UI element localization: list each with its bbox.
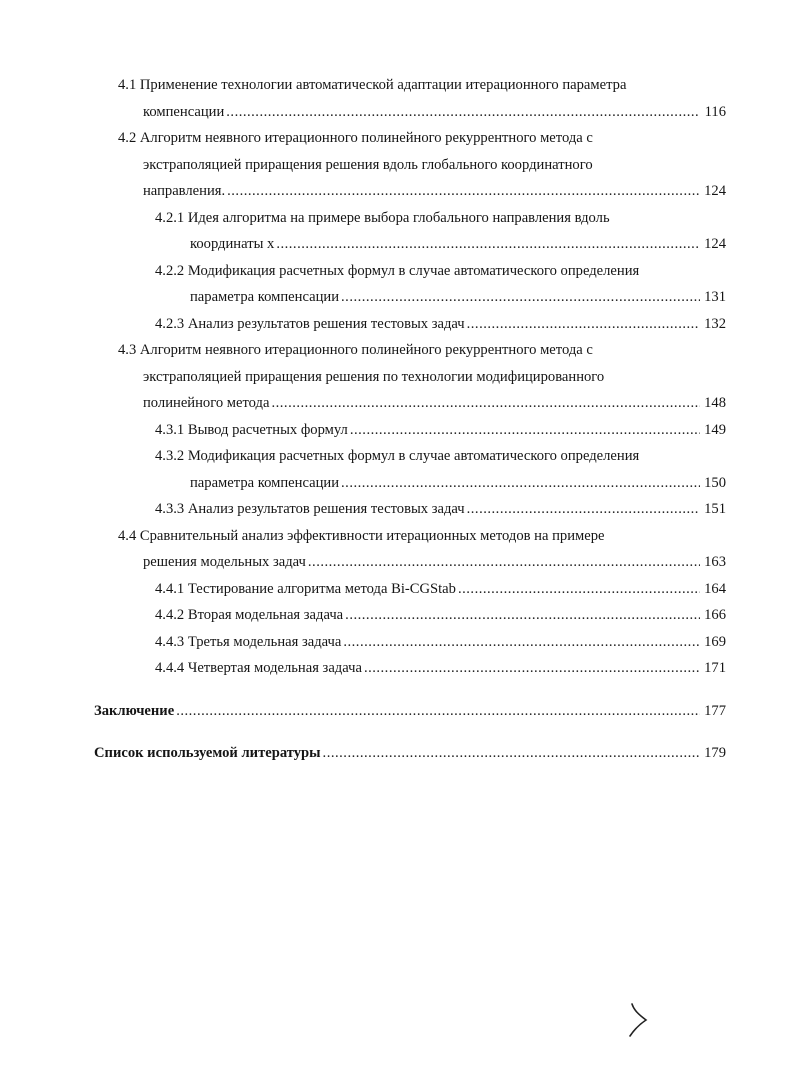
toc-entry-line (155, 311, 726, 338)
page-number: 151 (704, 501, 726, 517)
toc-entry-title: 4.2 Алгоритм неявного итерационного полинейного рекуррентного метода с (118, 130, 593, 146)
page-number: 149 (704, 421, 726, 438)
toc-entry-line (143, 549, 726, 576)
dot-leader (341, 284, 700, 311)
page-number: 116 (704, 103, 726, 120)
toc-entry-4-4-4 (0, 655, 795, 682)
page-number: 132 (704, 315, 726, 332)
toc-entry-4-2-3 (0, 311, 795, 338)
toc-entry-title: 4.4.4 Четвертая модельная задача (155, 660, 362, 676)
spacer (0, 724, 795, 740)
page-number: 150 (704, 474, 726, 491)
toc-entry-title: 4.4 Сравнительный анализ эффективности итерационных методов на примере (118, 527, 605, 544)
toc-entry-title-cont: параметра компенсации (190, 289, 340, 305)
dot-leader (308, 549, 700, 576)
page-number: 124 (704, 183, 726, 199)
toc-entry-title-cont: полинейного метода (143, 395, 270, 411)
toc-entry-4-2-1 (0, 205, 795, 258)
toc-entry-line (155, 417, 726, 444)
dot-leader (323, 740, 700, 767)
toc-entry-line (190, 284, 726, 311)
toc-entry-title: 4.1 Применение технологии автоматической адаптации итерационного параметра (118, 77, 627, 93)
page-number: 177 (704, 702, 726, 719)
dot-leader (345, 602, 700, 629)
dot-leader (364, 655, 700, 682)
toc-entry-line (190, 470, 726, 497)
page-number: 163 (704, 554, 726, 570)
toc-entry-4-3 (0, 337, 795, 417)
toc-entry-title: 4.2.1 Идея алгоритма на примере выбора глобального направления вдоль (155, 209, 610, 226)
toc-entry-4-3-2 (0, 443, 795, 496)
toc-entry-4-4-1 (0, 576, 795, 603)
toc-entry-title: 4.4.1 Тестирование алгоритма метода Bi-CGStab (155, 580, 456, 597)
toc-entry-line (155, 576, 726, 603)
toc-entry-line (155, 655, 726, 682)
page-number: 166 (704, 607, 726, 623)
toc-entry-line (143, 99, 726, 126)
toc-entry-line (143, 390, 726, 417)
toc-entry-4-3-3 (0, 496, 795, 523)
dot-leader (343, 629, 700, 656)
toc-entry-4-4-3 (0, 629, 795, 656)
toc-entry-title-cont: направления. (143, 183, 226, 199)
toc-entry-title: 4.4.3 Третья модельная задача (155, 633, 342, 650)
page-number: 148 (704, 395, 726, 411)
toc-entry-title: Список используемой литературы (94, 745, 321, 761)
toc-entry-title: 4.3.3 Анализ результатов решения тестовых задач (155, 501, 465, 517)
dot-leader (276, 231, 700, 258)
dot-leader (341, 470, 700, 497)
toc-entry-title: 4.2.3 Анализ результатов решения тестовых задач (155, 315, 465, 332)
dot-leader (467, 311, 700, 338)
toc-entry-4-4-2 (0, 602, 795, 629)
toc-entry-title-cont: компенсации (143, 103, 225, 120)
table-of-contents (0, 72, 795, 767)
dot-leader (467, 496, 700, 523)
page-number: 169 (704, 633, 726, 650)
dot-leader (350, 417, 700, 444)
toc-entry-title-cont: экстраполяцией приращения решения по технологии модифицированного (143, 368, 605, 385)
toc-entry-title: 4.4.2 Вторая модельная задача (155, 607, 344, 623)
toc-entry-4-1 (0, 72, 795, 125)
toc-entry-title-cont: параметра компенсации (190, 474, 340, 491)
dot-leader (226, 99, 700, 126)
toc-entry-line (190, 231, 726, 258)
toc-entry-title-cont: координаты x (190, 236, 275, 252)
toc-entry-line (155, 496, 726, 523)
dot-leader (176, 698, 700, 725)
toc-entry-conclusion (0, 698, 795, 725)
page-number: 164 (704, 580, 726, 597)
toc-entry-line (155, 629, 726, 656)
dot-leader (458, 576, 700, 603)
toc-entry-title-cont: экстраполяцией приращения решения вдоль глобального координатного (143, 156, 593, 173)
toc-entry-4-2 (0, 125, 795, 205)
handwritten-mark-icon (624, 1000, 654, 1040)
page-number: 179 (704, 745, 726, 761)
toc-entry-title: 4.3.2 Модификация расчетных формул в случае автоматического определения (155, 448, 640, 464)
toc-entry-4-2-2 (0, 258, 795, 311)
dot-leader (227, 178, 700, 205)
toc-entry-title: 4.2.2 Модификация расчетных формул в случае автоматического определения (155, 262, 640, 279)
toc-entry-line (143, 178, 726, 205)
toc-entry-4-4 (0, 523, 795, 576)
page-number: 131 (704, 289, 726, 305)
toc-entry-title: 4.3.1 Вывод расчетных формул (155, 421, 348, 438)
toc-entry-line (94, 698, 726, 725)
toc-entry-references (0, 740, 795, 767)
toc-entry-title-cont: решения модельных задач (143, 554, 306, 570)
page-number: 124 (704, 236, 726, 252)
toc-entry-line (94, 740, 726, 767)
page-number: 171 (704, 660, 726, 676)
toc-entry-line (155, 602, 726, 629)
toc-entry-title: 4.3 Алгоритм неявного итерационного полинейного рекуррентного метода с (118, 342, 593, 358)
spacer (0, 682, 795, 698)
dot-leader (271, 390, 700, 417)
toc-entry-title: Заключение (94, 702, 175, 719)
toc-entry-4-3-1 (0, 417, 795, 444)
